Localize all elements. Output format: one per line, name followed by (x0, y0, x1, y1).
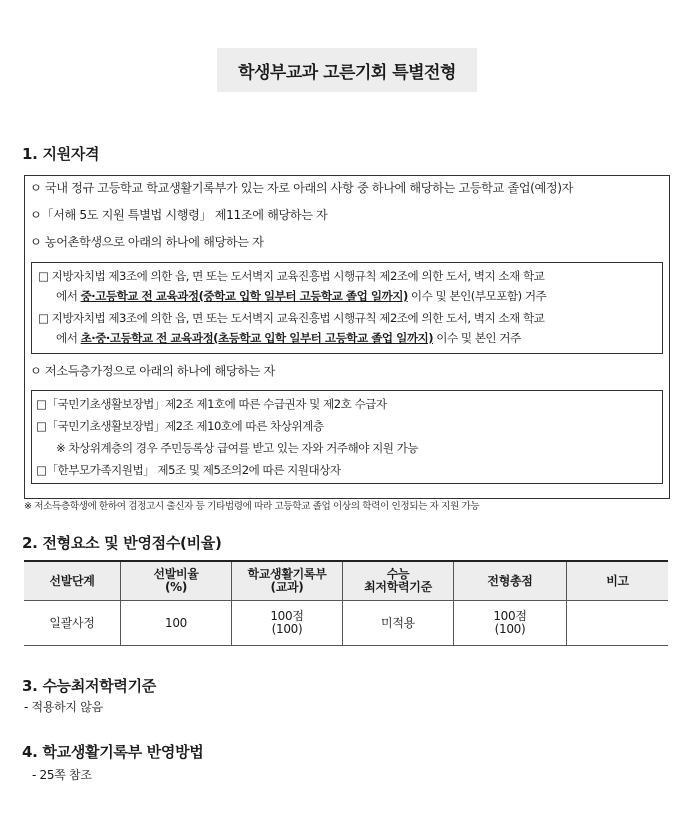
header-record: 학교생활기록부 (교과) (232, 561, 343, 601)
cell-note (567, 601, 669, 646)
rural-item-2-line-1: □ 지방자치법 제3조에 의한 읍, 면 또는 도서벽지 교육진흥법 시행규칙 제2조에 의한 도서, 벽지 소재 학교 (38, 311, 545, 325)
qualification-line-4: ㅇ 저소득층가정으로 아래의 하나에 해당하는 자 (30, 364, 275, 378)
table-row (24, 601, 668, 646)
selection-table (24, 560, 668, 646)
rural-item-1-line-2: 에서 중·고등학교 전 교육과정(중학교 입학 일부터 고등학교 졸업 일까지) 이수 및 본인(부모포함) 거주 (56, 289, 547, 303)
qualification-line-3: ㅇ 농어촌학생으로 아래의 하나에 해당하는 자 (30, 235, 264, 249)
section-2-heading: 2. 전형요소 및 반영점수(비율) (22, 534, 222, 552)
header-total: 전형총점 (454, 561, 567, 601)
section-4-heading: 4. 학교생활기록부 반영방법 (22, 743, 204, 761)
lowincome-item-2: □「국민기초생활보장법」제2조 제10호에 따른 차상위계층 (36, 419, 324, 433)
header-ratio: 선발비율 (%) (121, 561, 232, 601)
section-3-heading: 3. 수능최저학력기준 (22, 677, 156, 695)
page-title: 학생부교과 고른기회 특별전형 (217, 48, 477, 92)
cell-csat: 미적용 (343, 601, 454, 646)
lowincome-item-1: □「국민기초생활보장법」제2조 제1호에 따른 수급권자 및 제2호 수급자 (36, 397, 387, 411)
header-stage: 선발단계 (24, 561, 121, 601)
section-3-body: - 적용하지 않음 (24, 700, 103, 714)
qualification-line-2: ㅇ「서해 5도 지원 특별법 시행령」 제11조에 해당하는 자 (30, 208, 328, 222)
table-header-row (24, 561, 668, 601)
lowincome-item-2-note: ※ 차상위계층의 경우 주민등록상 급여를 받고 있는 자와 거주해야 지원 가능 (56, 441, 419, 455)
cell-record: 100점 (100) (232, 601, 343, 646)
cell-ratio: 100 (121, 601, 232, 646)
rural-item-1-line-1: □ 지방자치법 제3조에 의한 읍, 면 또는 도서벽지 교육진흥법 시행규칙 제2조에 의한 도서, 벽지 소재 학교 (38, 269, 545, 283)
rural-item-2-line-2: 에서 초·중·고등학교 전 교육과정(초등학교 입학 일부터 고등학교 졸업 일까지) 이수 및 본인 거주 (56, 331, 521, 345)
lowincome-item-3: □「한부모가족지원법」 제5조 및 제5조의2에 따른 지원대상자 (36, 463, 341, 477)
header-csat: 수능 최저학력기준 (343, 561, 454, 601)
qualification-line-1: ㅇ 국내 정규 고등학교 학교생활기록부가 있는 자로 아래의 사항 중 하나에 해당하는 고등학교 졸업(예정)자 (30, 181, 573, 195)
qualification-footnote: ※ 저소득층학생에 한하여 검정고시 출신자 등 기타법령에 따라 고등학교 졸업 이상의 학력이 인정되는 자 지원 가능 (24, 501, 480, 512)
header-note: 비고 (567, 561, 669, 601)
cell-total: 100점 (100) (454, 601, 567, 646)
section-4-body: - 25쪽 참조 (32, 768, 92, 782)
section-1-heading: 1. 지원자격 (22, 145, 100, 163)
cell-stage: 일괄사정 (24, 601, 121, 646)
